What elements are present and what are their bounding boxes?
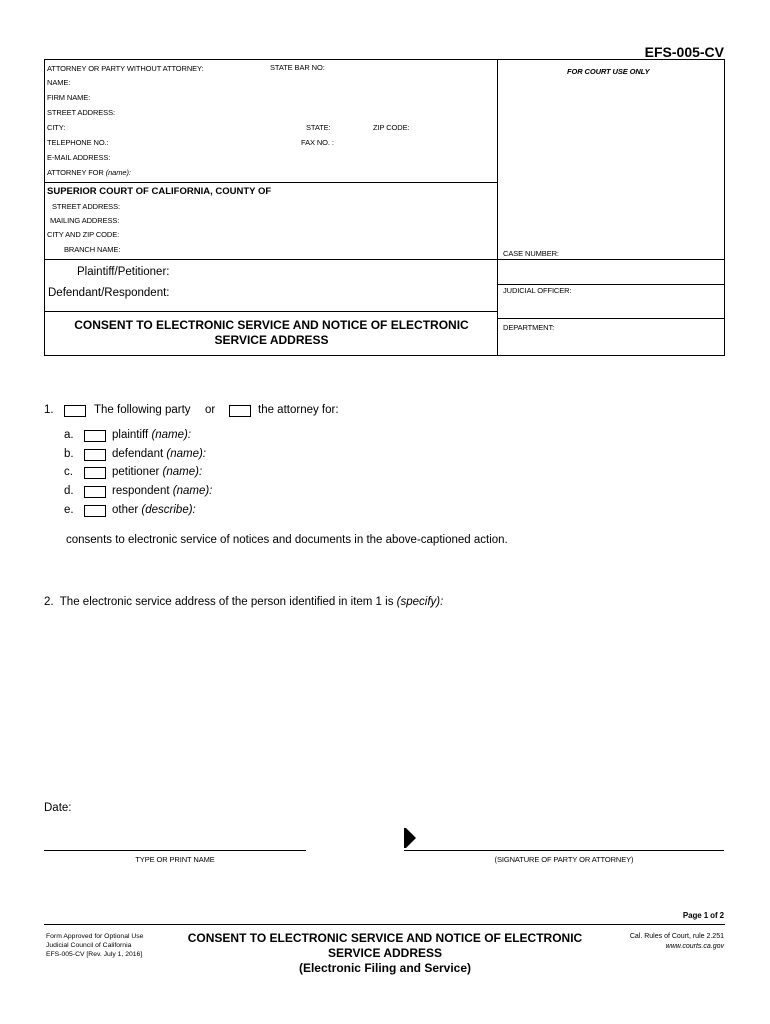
attorney-for-label: ATTORNEY FOR (name): (47, 168, 131, 177)
or-label: or (205, 404, 216, 416)
option-label-respondent: respondent (name): (112, 485, 213, 498)
page-number: Page 1 of 2 (682, 911, 724, 920)
footer-title-line3: (Electronic Filing and Service) (298, 961, 472, 975)
rules-line: Cal. Rules of Court, rule 2.251 (629, 933, 724, 940)
zip-label: ZIP CODE: (373, 123, 410, 132)
judicial-officer-label: JUDICIAL OFFICER: (503, 286, 572, 295)
attorney-for-checkbox[interactable] (229, 405, 251, 417)
fax-label: FAX NO. : (301, 138, 334, 147)
state-label: STATE: (306, 123, 331, 132)
electronic-address-field[interactable] (64, 616, 728, 790)
firm-label: FIRM NAME: (47, 93, 91, 102)
option-letter: e. (64, 503, 74, 516)
approved-line-1: Form Approved for Optional Use (46, 933, 144, 940)
case-number-label: CASE NUMBER: (503, 249, 559, 258)
option-letter: c. (64, 466, 73, 479)
document-title (48, 318, 495, 348)
document-title-line2: SERVICE ADDRESS (214, 333, 329, 347)
option-checkbox-defendant[interactable] (84, 449, 106, 461)
attorney-for-text: the attorney for: (258, 404, 339, 416)
item2-hint: (specify): (396, 596, 444, 608)
footer-title-line1: CONSENT TO ELECTRONIC SERVICE AND NOTICE OF ELECTRONIC (187, 931, 583, 945)
date-label: Date: (44, 802, 72, 814)
plaintiff-label: Plaintiff/Petitioner: (77, 266, 170, 278)
option-label-plaintiff: plaintiff (name): (112, 429, 192, 441)
option-label-defendant: defendant (name): (112, 447, 206, 460)
defendant-label: Defendant/Respondent: (48, 287, 170, 299)
party-checkbox[interactable] (64, 405, 86, 417)
item2-text (44, 596, 443, 608)
rules-reference (630, 932, 724, 952)
attorney-label: ATTORNEY OR PARTY WITHOUT ATTORNEY: (47, 64, 204, 73)
approved-line-3: EFS-005-CV [Rev. July 1, 2016] (46, 951, 143, 958)
option-label-other: other (describe): (112, 503, 196, 516)
website-link[interactable]: www.courts.ca.gov (665, 943, 724, 950)
name-label: NAME: (47, 78, 71, 87)
option-letter: a. (64, 429, 74, 441)
item1-number: 1. (44, 404, 54, 416)
print-name-line (44, 850, 306, 851)
date-field[interactable] (78, 800, 282, 818)
approved-line-2: Judicial Council of California (46, 942, 132, 949)
court-branch-label: BRANCH NAME: (64, 245, 121, 254)
state-bar-label: STATE BAR NO: (270, 63, 325, 72)
party-label: The following party (94, 404, 191, 416)
item2-label: The electronic service address of the person identified in item 1 is (59, 596, 394, 608)
option-letter: b. (64, 447, 74, 460)
form-code: EFS-005-CV (644, 44, 724, 60)
document-title-line1: CONSENT TO ELECTRONIC SERVICE AND NOTICE OF ELECTRONIC (74, 318, 469, 332)
email-label: E-MAIL ADDRESS: (47, 153, 111, 162)
signature-field[interactable] (420, 830, 724, 850)
phone-label: TELEPHONE NO.: (47, 138, 109, 147)
print-name-label: TYPE OR PRINT NAME (135, 855, 215, 864)
signature-label: (SIGNATURE OF PARTY OR ATTORNEY) (494, 855, 634, 864)
option-checkbox-respondent[interactable] (84, 486, 106, 498)
option-checkbox-petitioner[interactable] (84, 467, 106, 479)
court-city-zip-label: CITY AND ZIP CODE: (47, 230, 120, 239)
option-checkbox-plaintiff[interactable] (84, 430, 106, 442)
consent-text: consents to electronic service of notices and documents in the above-captioned action. (66, 534, 508, 546)
court-title: SUPERIOR COURT OF CALIFORNIA, COUNTY OF (47, 186, 272, 197)
city-label: CITY: (47, 123, 66, 132)
option-letter: d. (64, 485, 74, 498)
signature-line (404, 850, 724, 851)
court-street-label: STREET ADDRESS: (52, 202, 120, 211)
option-label-petitioner: petitioner (name): (112, 466, 203, 479)
footer-title-line2: SERVICE ADDRESS (327, 946, 443, 960)
footer-rule (44, 924, 725, 925)
form-approved (46, 932, 143, 959)
print-name-field[interactable] (46, 830, 308, 850)
footer-title (170, 931, 600, 976)
street-label: STREET ADDRESS: (47, 108, 115, 117)
item2-number: 2. (44, 596, 54, 608)
court-mailing-label: MAILING ADDRESS: (50, 216, 120, 225)
option-checkbox-other[interactable] (84, 505, 106, 517)
department-label: DEPARTMENT: (503, 323, 555, 332)
court-use-label: FOR COURT USE ONLY (567, 67, 650, 76)
